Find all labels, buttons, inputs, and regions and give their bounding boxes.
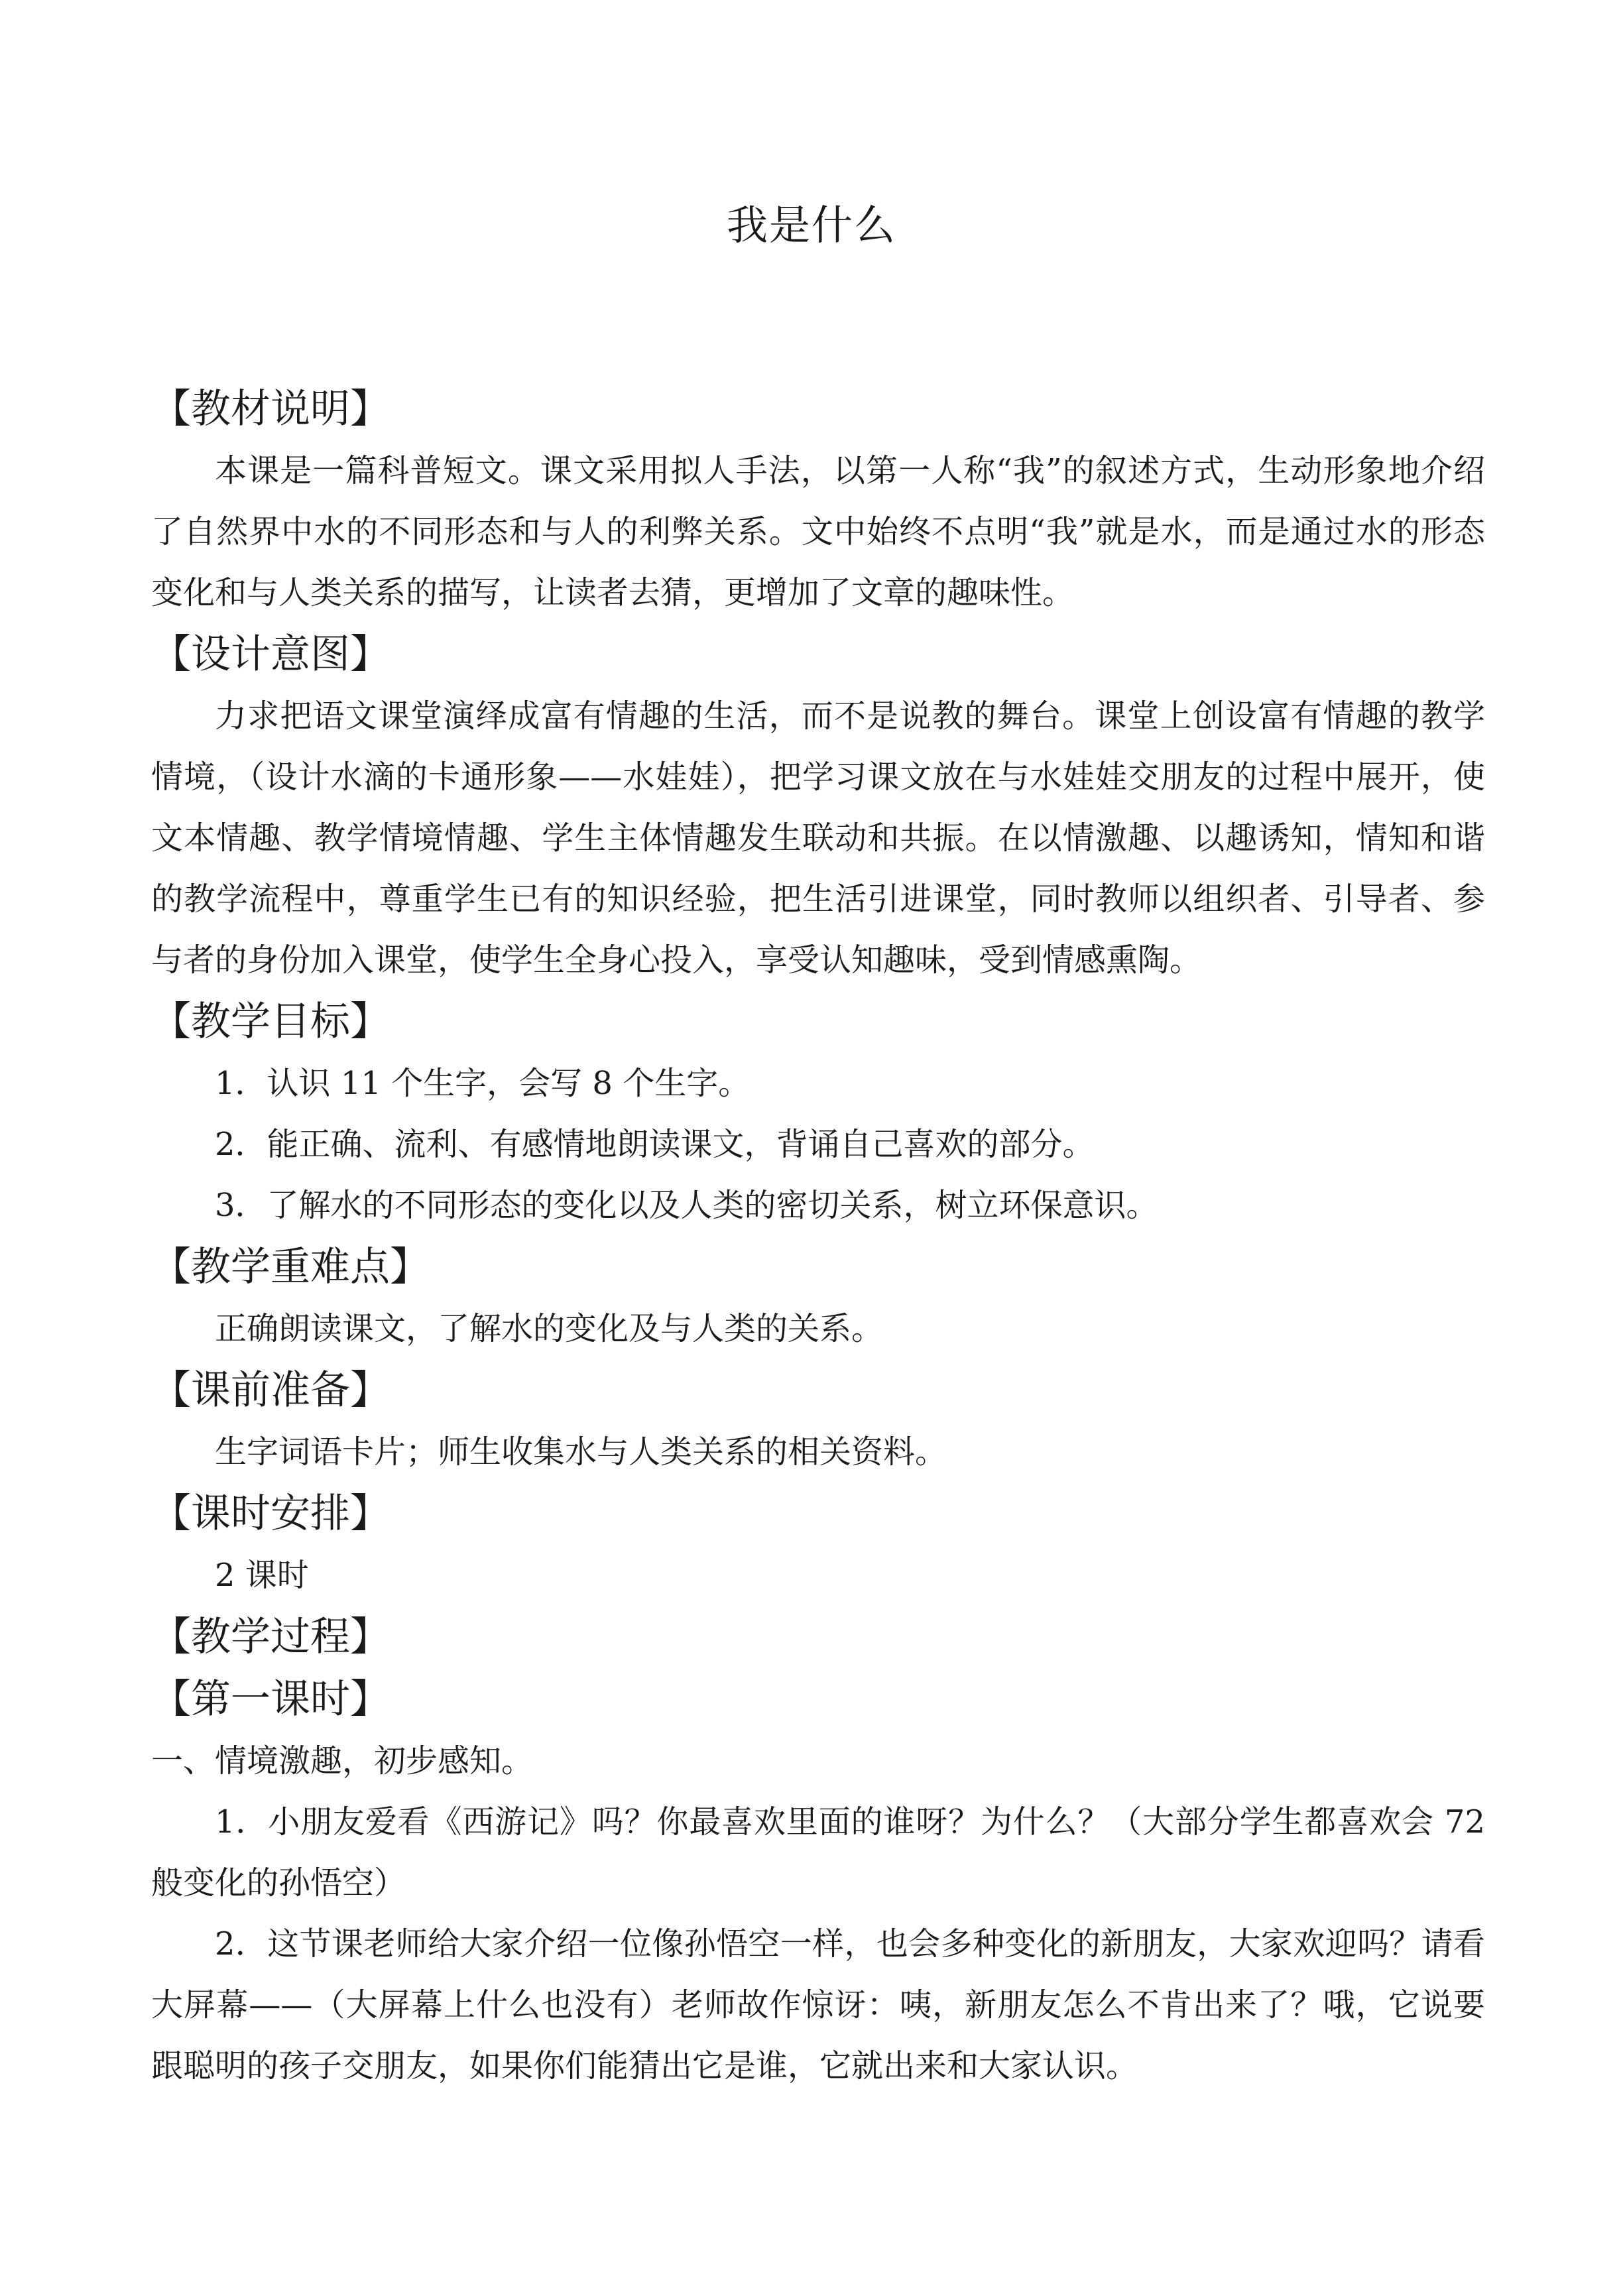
schedule-text: 2 课时	[215, 1557, 309, 1594]
section-heading-goals: 【教学目标】	[151, 998, 390, 1045]
section-heading-first-lesson: 【第一课时】	[151, 1676, 390, 1722]
goal-item: 1．认识 11 个生字，会写 8 个生字。	[215, 1065, 751, 1102]
section-heading-material: 【教材说明】	[151, 386, 390, 432]
key-points-text: 正确朗读课文，了解水的变化及与人类的关系。	[215, 1310, 884, 1347]
section-heading-key-points: 【教学重难点】	[151, 1244, 430, 1290]
goal-item: 2．能正确、流利、有感情地朗读课文，背诵自己喜欢的部分。	[215, 1126, 1095, 1163]
document-body	[151, 378, 1485, 2096]
step-item: 2．这节课老师给大家介绍一位像孙悟空一样，也会多种变化的新朋友，大家欢迎吗？请看大屏幕——（大屏幕上什么也没有）老师故作惊讶：咦，新朋友怎么不肯出来了？哦，它说要跟聪明的孩子交朋友，如果你们能猜出它是谁，它就出来和大家认识。	[151, 1925, 1485, 2085]
design-paragraph: 力求把语文课堂演绎成富有情趣的生活，而不是说教的舞台。课堂上创设富有情趣的教学情境，（设计水滴的卡通形象——水娃娃），把学习课文放在与水娃娃交朋友的过程中展开，使文本情趣、教学情境情趣、学生主体情趣发生联动和共振。在以情激趣、以趣诱知，情知和谐的教学流程中，尊重学生已有的知识经验，把生活引进课堂，同时教师以组织者、引导者、参与者的身份加入课堂，使学生全身心投入，享受认知趣味，受到情感熏陶。	[151, 697, 1485, 979]
section-heading-schedule: 【课时安排】	[151, 1490, 390, 1537]
section-heading-process: 【教学过程】	[151, 1614, 390, 1660]
step-item: 1．小朋友爱看《西游记》吗？你最喜欢里面的谁呀？为什么？（大部分学生都喜欢会 72 般变化的孙悟空）	[151, 1803, 1485, 1902]
section-heading-design: 【设计意图】	[151, 631, 390, 678]
step-heading: 一、情境激趣，初步感知。	[151, 1742, 534, 1780]
section-heading-preparation: 【课前准备】	[151, 1367, 390, 1414]
page-title: 我是什么	[726, 201, 896, 249]
preparation-text: 生字词语卡片；师生收集水与人类关系的相关资料。	[215, 1433, 947, 1471]
material-paragraph: 本课是一篇科普短文。课文采用拟人手法，以第一人称“我”的叙述方式，生动形象地介绍了自然界中水的不同形态和与人的利弊关系。文中始终不点明“我”就是水，而是通过水的形态变化和与人类关系的描写，让读者去猜，更增加了文章的趣味性。	[151, 452, 1485, 611]
goal-item: 3．了解水的不同形态的变化以及人类的密切关系，树立环保意识。	[215, 1187, 1158, 1224]
